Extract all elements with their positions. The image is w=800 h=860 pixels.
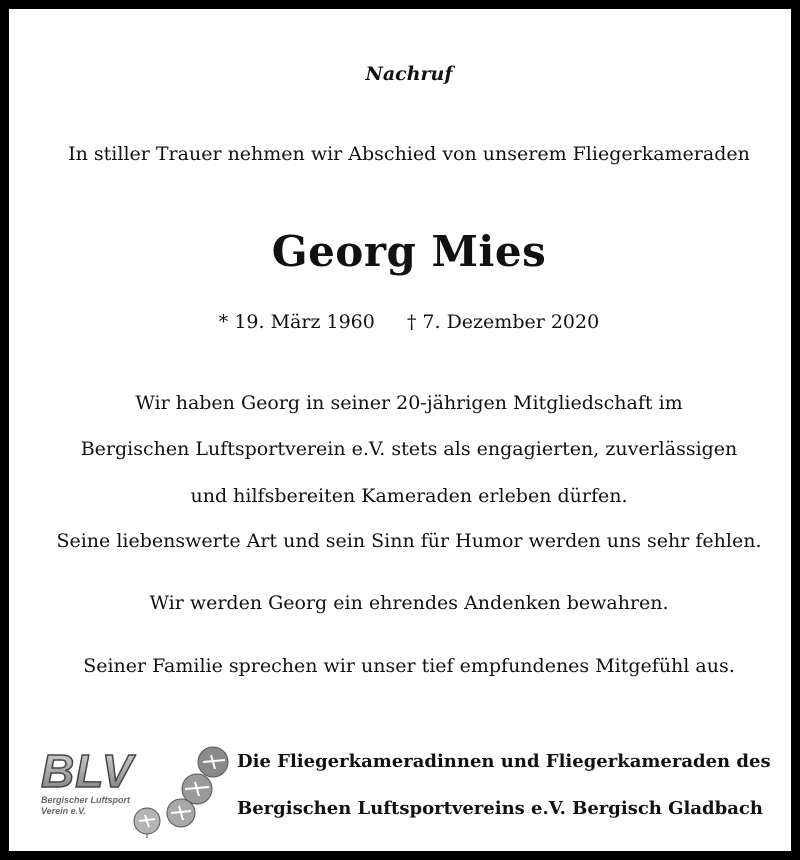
logo-letters: BLV bbox=[41, 745, 134, 797]
death-date: † 7. Dezember 2020 bbox=[406, 311, 600, 333]
obituary-heading: Nachruf bbox=[365, 63, 453, 85]
logo-circles-icon bbox=[134, 747, 228, 838]
signature-line-2: Bergischen Luftsportvereins e.V. Bergisch Gladbach bbox=[237, 798, 763, 819]
paragraph-line: und hilfsbereiten Kameraden erleben dürfen. bbox=[190, 485, 628, 507]
logo-subtitle-1: Bergischer Luftsport bbox=[41, 795, 131, 805]
intro-text: In stiller Trauer nehmen wir Abschied von unserem Fliegerkameraden bbox=[68, 143, 750, 165]
life-dates bbox=[9, 311, 800, 333]
paragraph-line: Bergischen Luftsportverein e.V. stets als engagierten, zuverlässigen bbox=[80, 438, 738, 460]
signature-line-1: Die Fliegerkameradinnen und Fliegerkameraden des bbox=[237, 751, 771, 772]
birth-date: * 19. März 1960 bbox=[218, 311, 375, 333]
deceased-name: Georg Mies bbox=[271, 227, 547, 276]
logo-subtitle-2: Verein e.V. bbox=[41, 806, 86, 816]
blv-club-logo bbox=[35, 743, 235, 838]
paragraph-line: Wir haben Georg in seiner 20-jährigen Mitgliedschaft im bbox=[135, 392, 683, 414]
paragraph-line: Seine liebenswerte Art und sein Sinn für Humor werden uns sehr fehlen. bbox=[56, 530, 762, 552]
condolence-text: Seiner Familie sprechen wir unser tief empfundenes Mitgefühl aus. bbox=[83, 655, 735, 677]
remembrance-text: Wir werden Georg ein ehrendes Andenken bewahren. bbox=[149, 592, 669, 614]
